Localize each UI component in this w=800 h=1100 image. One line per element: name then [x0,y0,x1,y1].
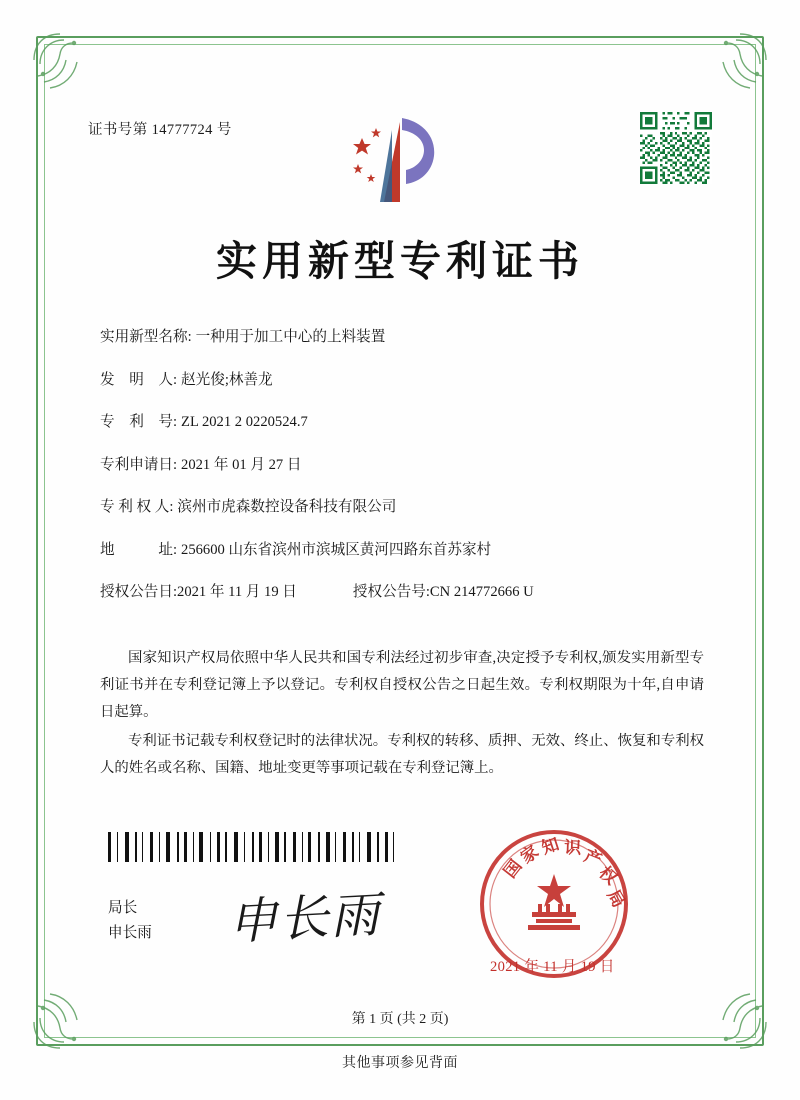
field-value: ZL 2021 2 0220524.7 [181,414,308,430]
svg-text:国: 国 [500,856,527,883]
grant-no-value: CN 214772666 U [429,584,534,600]
director-role: 局长 [108,900,138,916]
grant-no-label: 授权公告号: [352,584,430,600]
field-label: 专利申请日: [100,456,178,473]
svg-text:家: 家 [517,841,543,869]
grant-date-label: 授权公告日: [100,584,178,600]
field-label: 专 利 权 人: [100,499,174,515]
field-inventor [100,368,720,389]
corner-ornament-icon [708,30,770,92]
field-utility-model-name [100,325,720,346]
field-value: 一种用于加工中心的上料装置 [195,329,386,345]
field-address [100,538,720,559]
page-title: 实用新型专利证书 [216,237,584,285]
director-name: 申长雨 [108,925,152,941]
paragraph-2: 专利证书记载专利权登记时的法律状况。专利权的转移、质押、无效、终止、恢复和专利权人的姓名或名称、国籍、地址变更等事项记载在专利登记簿上。 [100,733,704,776]
field-value: 赵光俊;林善龙 [181,371,273,388]
footer-note: 其他事项参见背面 [342,1056,458,1071]
field-grant-row [100,580,720,601]
field-value: 256600 山东省滨州市滨城区黄河四路东首苏家村 [181,541,492,558]
director-signature-label [108,896,152,946]
field-patentee [100,495,720,516]
grant-date-value: 2021 年 11 月 19 日 [177,584,297,600]
svg-text:局: 局 [602,886,629,912]
paragraph-1: 国家知识产权局依照中华人民共和国专利法经过初步审查,决定授予专利权,颁发实用新型专利证书并在专利登记簿上予以登记。专利权自授权公告之日起生效。专利权期限为十年,自申请日起算。 [100,650,704,720]
field-application-date [100,453,720,474]
field-label: 实用新型名称: [100,329,192,345]
qr-code-icon [640,112,712,184]
svg-text:知: 知 [539,834,562,859]
certificate-number: 证书号第 14777724 号 [88,122,232,138]
field-value: 滨州市虎森数控设备科技有限公司 [177,499,397,515]
field-list [100,325,720,601]
cnipa-logo-icon [340,110,460,210]
field-label: 发 明 人: [100,371,178,388]
corner-ornament-icon [30,30,92,92]
seal-date: 2021 年 11 月 19 日 [490,959,615,975]
field-patent-number [100,410,720,431]
field-label: 专 利 号: [100,414,178,430]
barcode [108,832,400,862]
handwritten-signature: 申长雨 [226,886,383,951]
page-number: 第 1 页 (共 2 页) [351,1012,449,1027]
field-value: 2021 年 01 月 27 日 [181,456,302,473]
svg-text:权: 权 [594,862,621,890]
svg-text:识: 识 [563,838,582,859]
svg-text:产: 产 [581,846,605,872]
field-label: 地 址: [100,541,178,558]
body-text [100,645,704,784]
